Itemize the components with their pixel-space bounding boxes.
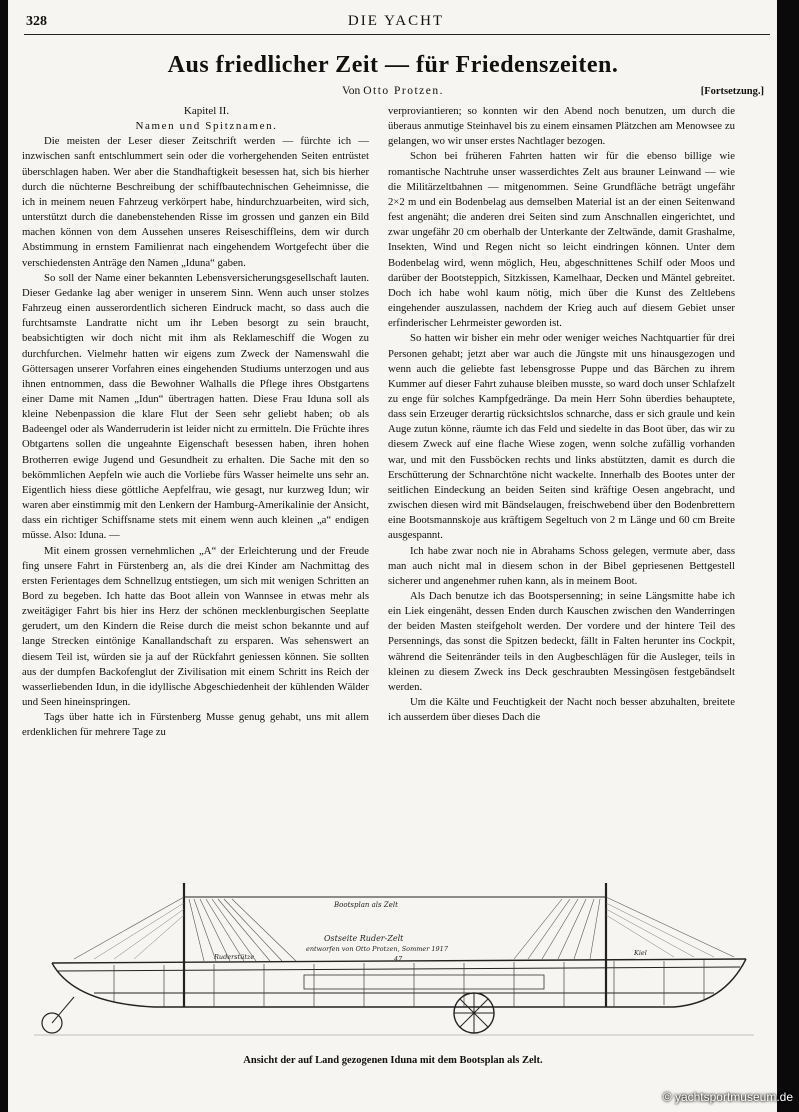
scan-edge-left [0, 0, 8, 1112]
drawing-title: Ostseite Ruder-Zelt [324, 934, 404, 943]
byline [10, 85, 776, 97]
deck-line [58, 967, 740, 971]
paragraph: Ich habe zwar noch nie in Abrahams Schoss gelegen, vermute aber, dass man auch nicht mal in diesem schon in der Bibel gepriesenen Bettgestell sicherer und angenehmer ruhen kann, als in meinem Boot. [388, 544, 735, 587]
paragraph: Als Dach benutze ich das Bootspersenning; in seine Längsmitte habe ich ein Liek eingenäht, dessen Enden durch Kauschen zwischen den Wanderringen der beiden Masten steifgeholt werden. Der vordere und der hintere Teil des Persennings, das sonst die Spitzen bedeckt, fällt in Falten herunter ins Cockpit, während die Seitenränder teils in den Augbeschlägen für die Ausleger, teils in kleinen zu diesem Zweck ins Deck geschraubten Messingösen festgebändselt werden. [388, 590, 735, 693]
chapter-subtitle: Namen und Spitznamen. [135, 120, 278, 133]
paragraph: Mit einem grossen vernehmlichen „A“ der Erleichterung und der Freude fing unsere Fahrt in Fürstenberg an, als die drei Kinder am Nachmittag des ersten Ferientages dem Schnellzug entstiegen, um sich mit wenigen Schritten an Bord zu begeben. Ich hatte das Boot allein von Wannsee in etwas mehr als zweitägiger Fahrt bis hier ins Herz der schönen mecklenburgischen Seeplatte gerudert, um den Kindern die Reise durch die meist schon bekannte und auf lange Strecken eintönige Kanallandschaft zu ersparen. Was sehenswert an diesem Teil ist, würden sie ja auf der Rückfahrt geniessen können. Sie sollten aus der dumpfen Backofenglut der Zivilisation mit einem Schritt ins Reich der wasserliebenden Idun, in die idyllische Abgeschiedenheit der kühlenden Wälder und Seen hineinspringen. [22, 544, 369, 709]
paragraph: Schon bei früheren Fahrten hatten wir für die ebenso billige wie romantische Nachtruhe unser wasserdichtes Zelt aus brauner Leinwand — wie die Militärzeltbahnen — mitgenommen. Seine Grundfläche beträgt ungefähr 2×2 m und ein Bodenbelag aus demselben Material ist an der einen Seitenwand fest angenäht; die anderen drei Seiten sind zum Anschnallen eingerichtet, und zwar ungefähr 20 cm oberhalb der Unterkante der Zeltwände, damit Grashalme, Insekten, Wind und Regen nicht so leicht eindringen können. Unter dem Bodenbelag wird, wenn möglich, Heu, abgeschnittenes Schilf oder Moos und darüber der Bootsteppich, Sitzkissen, Kamelhaar, Decken und Mäntel gebreitet. Doch ich habe wohl kaum nötig, mich über die Kunst des Zeltlebens eingehender auszulassen, nachdem der Krieg auch auf diesem Gebiet unser erfinderischer Lehrmeister geworden ist. [388, 150, 735, 330]
scan-edge-right [777, 0, 799, 1112]
paragraph: Die meisten der Leser dieser Zeitschrift werden — fürchte ich — inzwischen sanft entschlummert sein oder die vorhergehenden Seiten entrüstet überschlagen haben. Wer aber die Standhaftigkeit besessen hat, sich bis hierher durch die nüchterne Beschreibung der schiffbautechnischen Geheimnisse, die ich in meinem neuen Fahrzeug verkörpert habe, hindurchzuarbeiten, wird sich, unterstützt durch die danebenstehenden Risse im grossen und ganzen ein Bild machen können von dem Aussehen unseres Reiseschiffleins, dem wir durch Abstimmung in ernstem Familienrat nach eingehendem Wortgefecht über die verschiedensten Anträge den Namen „Iduna“ gaben. [22, 135, 369, 269]
paragraph: verproviantieren; so konnten wir den Abend noch benutzen, um durch die überaus anmutige Steinhavel bis zu einem einsamen Plätzchen am Menowsee zu gelangen, wo wir unser erstes Nachtlager bezogen. [388, 105, 735, 148]
watermark: © yachtsportmuseum.de [662, 1090, 793, 1104]
byline-prefix: Von [341, 85, 361, 97]
figure-caption: Ansicht der auf Land gezogenen Iduna mit dem Bootsplan als Zelt. [243, 1055, 543, 1066]
drawing-label-bow: Kiel [634, 949, 647, 957]
tent-front-slope [74, 897, 184, 959]
page-number: 328 [26, 14, 47, 29]
drawing-label-top: Bootsplan als Zelt [334, 901, 398, 909]
drawing-label-stern: Ruderstütze [214, 953, 255, 961]
header-rule [24, 34, 770, 35]
paragraph: So hatten wir bisher ein mehr oder weniger weiches Nachtquartier für drei Personen gehabt; jetzt aber war auch die Jüngste mit uns hinausgezogen und wenn auch die geliebte fast lebensgrosse Puppe und das Bärchen zu ihrem Kummer auf dieser Fahrt zuhause bleiben musste, so ward doch unser Schlafzelt zu enge für solches Kampfgedränge. Da mein Herr Sohn überdies behauptete, dass sein Erzeuger derartig rücksichtslos schnarche, dass er sich graule und kein Auge zutun könne, räumte ich das Feld und siedelte in das Boot über, das wir zu diesem Zweck auf eine flache Wiese zogen, wenn solche zufällig vorhanden war, und mit den Fussböcken rechts und links abstützten, damit es durch die Erschütterung der Schnarchtöne nicht wackelte. Innerhalb des Bootes unter der seitlichen Eindeckung an beiden Seiten sind kräftige Oesen angebracht, und zwischen diesen wird mit Bändselaugen, freischwebend über den Bodenbrettern eine Bootsmannskoje aus kräftigem Segeltuch von 2 m Länge und 60 cm Breite ausgespannt. [388, 332, 735, 542]
text-column-left [22, 104, 369, 741]
journal-name: DIE YACHT [347, 13, 445, 29]
hull-frames [114, 960, 704, 1007]
chapter-heading: Kapitel II. [183, 105, 230, 117]
drawing-subtitle: entworfen von Otto Protzen, Sommer 1917 [306, 945, 448, 953]
boat-drawing-figure [34, 875, 754, 1040]
paragraph: Tags über hatte ich in Fürstenberg Musse genug gehabt, uns mit allem erdenklichen für mehrere Tage zu [22, 711, 369, 739]
paragraph: Um die Kälte und Feuchtigkeit der Nacht noch besser abzuhalten, breitete ich ausserdem über dieses Dach die [388, 696, 735, 724]
hull-outline [52, 959, 746, 1007]
paragraph: So soll der Name einer bekannten Lebensversicherungsgesellschaft lauten. Dieser Gedanke lag aber weniger in unserem Sinn. Wenn auch unser stolzes Fahrzeug einen ausserordentlich sicheren Eindruck macht, so dass auch die furchtsamste Landratte nicht um ihr Leben besorgt zu sein braucht, beabsichtigten wir doch nicht mit ihm als Reklameschiff die Wogen zu durchfurchen. Vielmehr hatten wir eigens zum Zweck der Namenswahl die Göttersagen unserer Vorfahren eines eingehenden Studiums unterzogen und aus ihnen entnommen, dass die Bewohner Walhalls die Pflege ihres Obstgartens einer Dame mit Namen „Idun“ übertragen hatten. Diese Frau Iduna soll als kleine Nebenpassion die klare Flut der Seen sehr geliebt haben; ob als Badeengel oder als Wanderruderin ist leider nicht zu ermitteln. Die Früchte ihres Obtgartens sollen die ungeahnte Eigenschaft besessen haben, ihren hohen Brotherren ewige Jugend und Gesundheit zu erhalten. Die Sache mit den so bekömmlichen Aepfeln wie auch die Vorliebe fürs Wasser heimelte uns sehr an. Eigentlich hiess diese göttliche Aepfelfrau, wie gesagt, nur kurzweg Idun; wir waren aber einstimmig mit den Lenkern der Hamburg-Amerikalinie der Ansicht, dass ein richtiger Schiffsname stets mit einem wenn auch kleinen „a“ endigen müsse. Also: Iduna. — [22, 271, 369, 542]
article-title: Aus friedlicher Zeit — für Friedenszeiten. [167, 52, 619, 78]
text-column-right [388, 104, 735, 725]
magazine-page [10, 0, 776, 1112]
running-head [26, 14, 766, 34]
boat-tent-drawing [34, 875, 754, 1040]
author-name: Otto Protzen. [363, 85, 445, 97]
continuation-note: [Fortsetzung.] [700, 86, 764, 97]
drawing-label-mid: 47 [394, 955, 403, 963]
cockpit-box [304, 975, 544, 989]
